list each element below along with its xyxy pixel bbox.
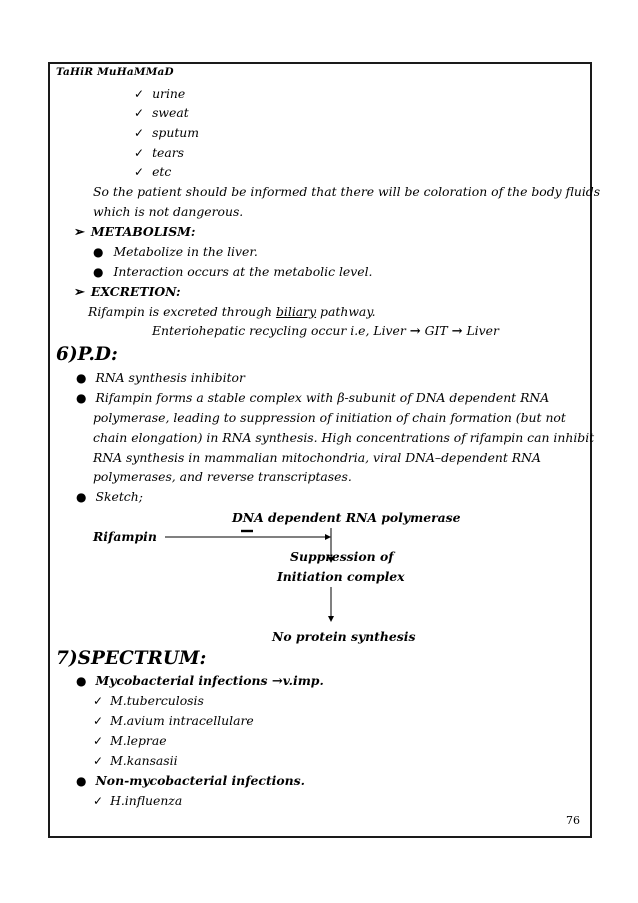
list-item: ✓ sputum: [134, 125, 200, 140]
pd-heading: 6)P.D:: [56, 344, 118, 365]
right-arrow-icon: →: [409, 324, 421, 339]
right-arrow-icon: →: [271, 674, 283, 689]
metabolism-heading: ➢ METABOLISM:: [74, 224, 196, 240]
list-item: ✓ M.kansasii: [93, 753, 178, 768]
down-arrowhead: [328, 616, 334, 622]
list-item: ✓ M.tuberculosis: [93, 693, 204, 708]
check-icon: ✓: [93, 754, 104, 768]
bullet-icon: ●: [76, 391, 87, 405]
check-icon: ✓: [134, 87, 145, 101]
list-item: ✓ tears: [134, 145, 185, 160]
pd-text-line: polymerase, leading to suppression of initiation of chain formation (but not: [93, 410, 566, 425]
bullet-icon: ●: [76, 490, 87, 504]
arrowhead-bullet-icon: ➢: [74, 285, 85, 300]
check-icon: ✓: [93, 714, 104, 728]
no-protein-synthesis-label: No protein synthesis: [272, 629, 416, 644]
enzyme-label: DNA dependent RNA polymerase: [232, 510, 461, 525]
rifampin-arrowhead: [325, 534, 331, 540]
pd-text-line: chain elongation) in RNA synthesis. High concentrations of rifampin can inhibit: [93, 430, 595, 445]
spectrum-heading: 7)SPECTRUM:: [56, 648, 207, 669]
mycobacterial-item: ● Mycobacterial infections →v.imp.: [76, 673, 324, 689]
list-item: ✓ H.influenza: [93, 793, 183, 808]
bullet-icon: ●: [76, 371, 87, 385]
check-icon: ✓: [93, 794, 104, 808]
author-header: TaHiR MuHaMMaD: [56, 66, 174, 78]
check-icon: ✓: [134, 165, 145, 179]
excretion-text: Rifampin is excreted through biliary pathway.: [88, 304, 376, 319]
enterohepatic-text: Enteriohepatic recycling occur i.e, Liver → GIT → Liver: [152, 323, 499, 339]
check-icon: ✓: [134, 126, 145, 140]
arrowhead-bullet-icon: ➢: [74, 225, 85, 240]
pd-text-line: RNA synthesis in mammalian mitochondria, viral DNA–dependent RNA: [93, 450, 541, 465]
list-item: ✓ M.leprae: [93, 733, 167, 748]
list-item: ● RNA synthesis inhibitor: [76, 370, 245, 385]
list-item: ✓ M.avium intracellulare: [93, 713, 254, 728]
list-item: ● Metabolize in the liver.: [93, 244, 258, 259]
check-icon: ✓: [134, 146, 145, 160]
right-arrow-icon: →: [451, 324, 463, 339]
coloration-note-line: So the patient should be informed that there will be coloration of the body fluids: [93, 184, 601, 199]
list-item: ✓ urine: [134, 86, 186, 101]
list-item: ● Rifampin forms a stable complex with β-subunit of DNA dependent RNA: [76, 390, 550, 405]
page-number: 76: [566, 814, 580, 827]
drug-label: Rifampin: [93, 529, 157, 544]
bullet-icon: ●: [93, 245, 104, 259]
excretion-heading: ➢ EXCRETION:: [74, 284, 181, 300]
non-mycobacterial-item: ● Non-mycobacterial infections.: [76, 773, 305, 788]
initiation-complex-label: Initiation complex: [277, 569, 405, 584]
list-item: ● Sketch;: [76, 489, 143, 504]
list-item: ✓ etc: [134, 164, 172, 179]
list-item: ✓ sweat: [134, 105, 189, 120]
list-item: ● Interaction occurs at the metabolic level.: [93, 264, 373, 279]
check-icon: ✓: [93, 734, 104, 748]
check-icon: ✓: [93, 694, 104, 708]
bullet-icon: ●: [93, 265, 104, 279]
pd-text-line: polymerases, and reverse transcriptases.: [93, 469, 352, 484]
bullet-icon: ●: [76, 674, 87, 688]
bullet-icon: ●: [76, 774, 87, 788]
coloration-note-line: which is not dangerous.: [93, 204, 244, 219]
check-icon: ✓: [134, 106, 145, 120]
suppression-label: Suppression of: [290, 549, 394, 564]
